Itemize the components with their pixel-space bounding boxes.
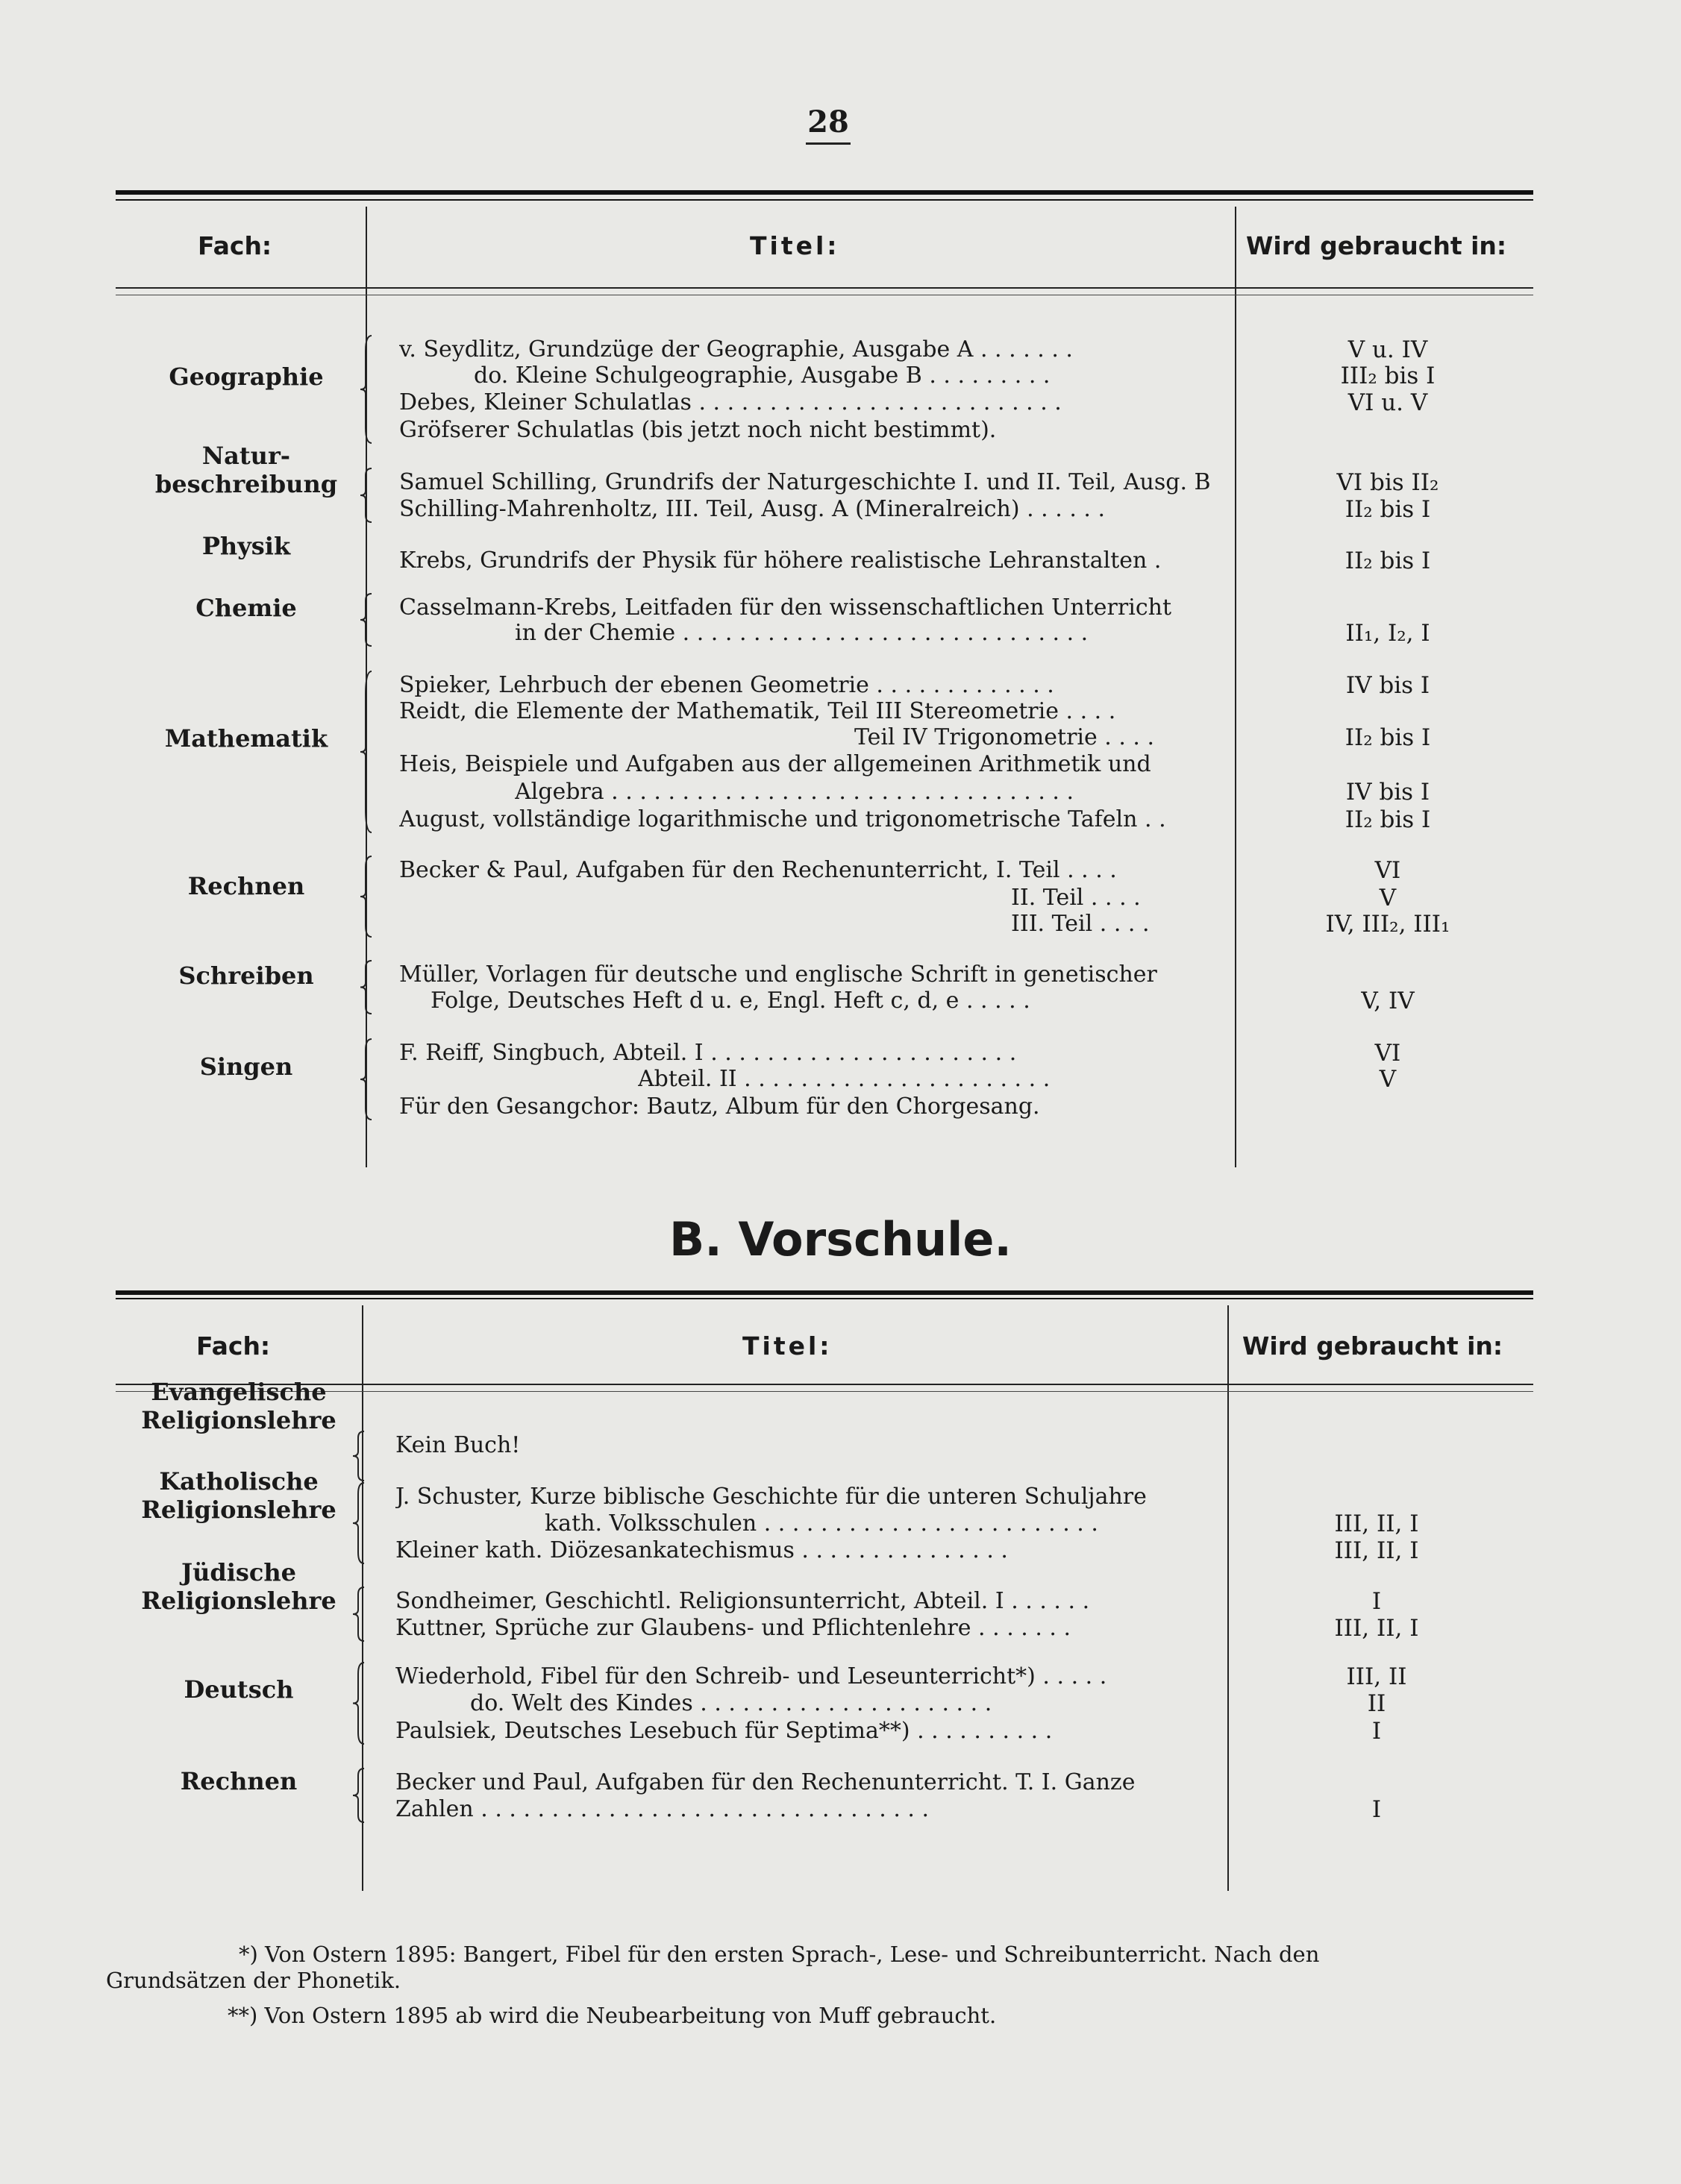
title-line: Paulsiek, Deutsches Lesebuch für Septima**) . . . . . . . . . . [395, 1719, 1053, 1744]
header-titel: Titel: [750, 231, 840, 260]
usage-value: IV, III₂, III₁ [1325, 911, 1450, 938]
header-wird: Wird gebraucht in: [1246, 231, 1507, 260]
fach-label: Natur- beschreibung [154, 442, 338, 498]
title-line: in der Chemie . . . . . . . . . . . . . . . . . . . . . . . . . . . . . [515, 621, 1089, 646]
title-line: Zahlen . . . . . . . . . . . . . . . . . . . . . . . . . . . . . . . . [395, 1797, 930, 1822]
usage-value: V u. IV [1347, 336, 1428, 363]
title-line: Müller, Vorlagen für deutsche und englische Schrift in genetischer [399, 962, 1157, 988]
usage-value: VI [1374, 1040, 1401, 1067]
brace-icon [358, 959, 376, 1015]
brace-icon [358, 1038, 376, 1121]
fach-label: Rechnen [180, 1767, 298, 1795]
title-line: Krebs, Grundrifs der Physik für höhere realistische Lehranstalten . [399, 548, 1162, 574]
title-line: Sondheimer, Geschichtl. Religionsunterricht, Abteil. I . . . . . . [395, 1589, 1090, 1614]
fach-label: Chemie [195, 594, 297, 622]
title-line: August, vollständige logarithmische und trigonometrische Tafeln . . [399, 807, 1166, 832]
usage-value: III₂ bis I [1340, 363, 1436, 389]
fach-label: Physik [201, 532, 291, 560]
usage-value: I [1371, 1588, 1382, 1615]
usage-value: III, II, I [1334, 1537, 1419, 1564]
section-b-title: B. Vorschule. [669, 1212, 1012, 1267]
title-line: do. Welt des Kindes . . . . . . . . . . . . . . . . . . . . . [470, 1691, 992, 1716]
usage-value: I [1371, 1796, 1382, 1823]
fach-label: Katholische Religionslehre [141, 1467, 336, 1524]
title-line: Becker & Paul, Aufgaben für den Rechenunterricht, I. Teil . . . . [399, 858, 1117, 883]
usage-value: II₂ bis I [1345, 724, 1431, 751]
fach-label: Jüdische Religionslehre [141, 1558, 336, 1615]
fach-label: Schreiben [178, 961, 314, 990]
usage-value: II₂ bis I [1345, 806, 1431, 833]
title-line: F. Reiff, Singbuch, Abteil. I . . . . . . . . . . . . . . . . . . . . . . [399, 1041, 1017, 1066]
title-line: Für den Gesangchor: Bautz, Album für den Chorgesang. [399, 1094, 1040, 1120]
footnote-1a: *) Von Ostern 1895: Bangert, Fibel für den ersten Sprach-, Lese- und Schreibunterricht. Nach den [239, 1942, 1320, 1967]
header-wird-b: Wird gebraucht in: [1242, 1331, 1503, 1361]
title-line: kath. Volksschulen . . . . . . . . . . . . . . . . . . . . . . . . [545, 1511, 1098, 1537]
title-line: J. Schuster, Kurze biblische Geschichte für die unteren Schuljahre [395, 1484, 1147, 1510]
usage-value: I [1371, 1718, 1382, 1745]
title-line: v. Seydlitz, Grundzüge der Geographie, Ausgabe A . . . . . . . [399, 337, 1073, 363]
title-line: Folge, Deutsches Heft d u. e, Engl. Heft c, d, e . . . . . [431, 988, 1030, 1014]
header-titel-b: Titel: [742, 1331, 833, 1361]
title-line: Kuttner, Sprüche zur Glaubens- und Pflichtenlehre . . . . . . . [395, 1616, 1071, 1641]
title-line: Schilling-Mahrenholtz, III. Teil, Ausg. A (Mineralreich) . . . . . . [399, 497, 1106, 522]
brace-icon [351, 1481, 369, 1565]
title-line: Becker und Paul, Aufgaben für den Rechenunterricht. T. I. Ganze [395, 1770, 1136, 1795]
brace-icon [351, 1586, 369, 1642]
usage-value: III, II, I [1334, 1615, 1419, 1642]
title-line: Gröfserer Schulatlas (bis jetzt noch nicht bestimmt). [399, 418, 997, 443]
title-line: III. Teil . . . . [1011, 911, 1150, 937]
brace-icon [358, 855, 376, 938]
brace-icon [351, 1767, 369, 1824]
usage-value: VI bis II₂ [1336, 469, 1439, 496]
footnote-2: **) Von Ostern 1895 ab wird die Neubearbeitung von Muff gebraucht. [228, 2003, 997, 2028]
fach-label: Evangelische Religionslehre [141, 1378, 336, 1434]
brace-icon [351, 1430, 369, 1482]
usage-value: V [1379, 1066, 1397, 1093]
brace-icon [358, 592, 376, 647]
fach-label: Mathematik [164, 724, 328, 753]
title-line: II. Teil . . . . [1011, 885, 1141, 911]
title-line: do. Kleine Schulgeographie, Ausgabe B . . . . . . . . . [474, 363, 1051, 389]
brace-icon [358, 670, 376, 834]
page-number: 28 [806, 104, 851, 145]
brace-icon [358, 467, 376, 524]
usage-value: III, II [1346, 1663, 1407, 1690]
fach-label: Deutsch [184, 1675, 294, 1704]
fach-label: Geographie [169, 363, 324, 391]
title-line: Kein Buch! [395, 1433, 521, 1458]
usage-value: IV bis I [1345, 779, 1430, 806]
title-line: Reidt, die Elemente der Mathematik, Teil III Stereometrie . . . . [399, 699, 1116, 724]
usage-value: IV bis I [1345, 672, 1430, 699]
usage-value: II₂ bis I [1345, 547, 1431, 574]
header-fach-b: Fach: [196, 1331, 271, 1361]
title-line: Samuel Schilling, Grundrifs der Naturgeschichte I. und II. Teil, Ausg. B [399, 470, 1211, 495]
usage-value: II [1367, 1690, 1386, 1717]
brace-icon [351, 1661, 369, 1745]
title-line: Debes, Kleiner Schulatlas . . . . . . . . . . . . . . . . . . . . . . . . . . [399, 390, 1062, 415]
usage-value: V [1379, 885, 1397, 911]
title-line: Teil IV Trigonometrie . . . . [854, 725, 1155, 750]
title-line: Algebra . . . . . . . . . . . . . . . . . . . . . . . . . . . . . . . . . [515, 779, 1074, 805]
usage-value: VI u. V [1347, 389, 1428, 416]
title-line: Spieker, Lehrbuch der ebenen Geometrie . . . . . . . . . . . . . [399, 673, 1054, 698]
footnote-1b: Grundsätzen der Phonetik. [106, 1968, 401, 1993]
usage-value: II₁, I₂, I [1345, 620, 1430, 647]
usage-value: II₂ bis I [1345, 496, 1431, 523]
usage-value: III, II, I [1334, 1510, 1419, 1537]
fach-label: Rechnen [187, 872, 305, 900]
title-line: Abteil. II . . . . . . . . . . . . . . . . . . . . . . [638, 1067, 1051, 1092]
title-line: Casselmann-Krebs, Leitfaden für den wissenschaftlichen Unterricht [399, 595, 1172, 621]
title-line: Wiederhold, Fibel für den Schreib- und Leseunterricht*) . . . . . [395, 1664, 1107, 1689]
fach-label: Singen [199, 1052, 293, 1081]
brace-icon [358, 334, 376, 445]
usage-value: V, IV [1361, 988, 1415, 1014]
title-line: Kleiner kath. Diözesankatechismus . . . . . . . . . . . . . . . [395, 1538, 1008, 1563]
title-line: Heis, Beispiele und Aufgaben aus der allgemeinen Arithmetik und [399, 752, 1151, 777]
header-fach: Fach: [198, 231, 272, 260]
usage-value: VI [1374, 857, 1401, 884]
